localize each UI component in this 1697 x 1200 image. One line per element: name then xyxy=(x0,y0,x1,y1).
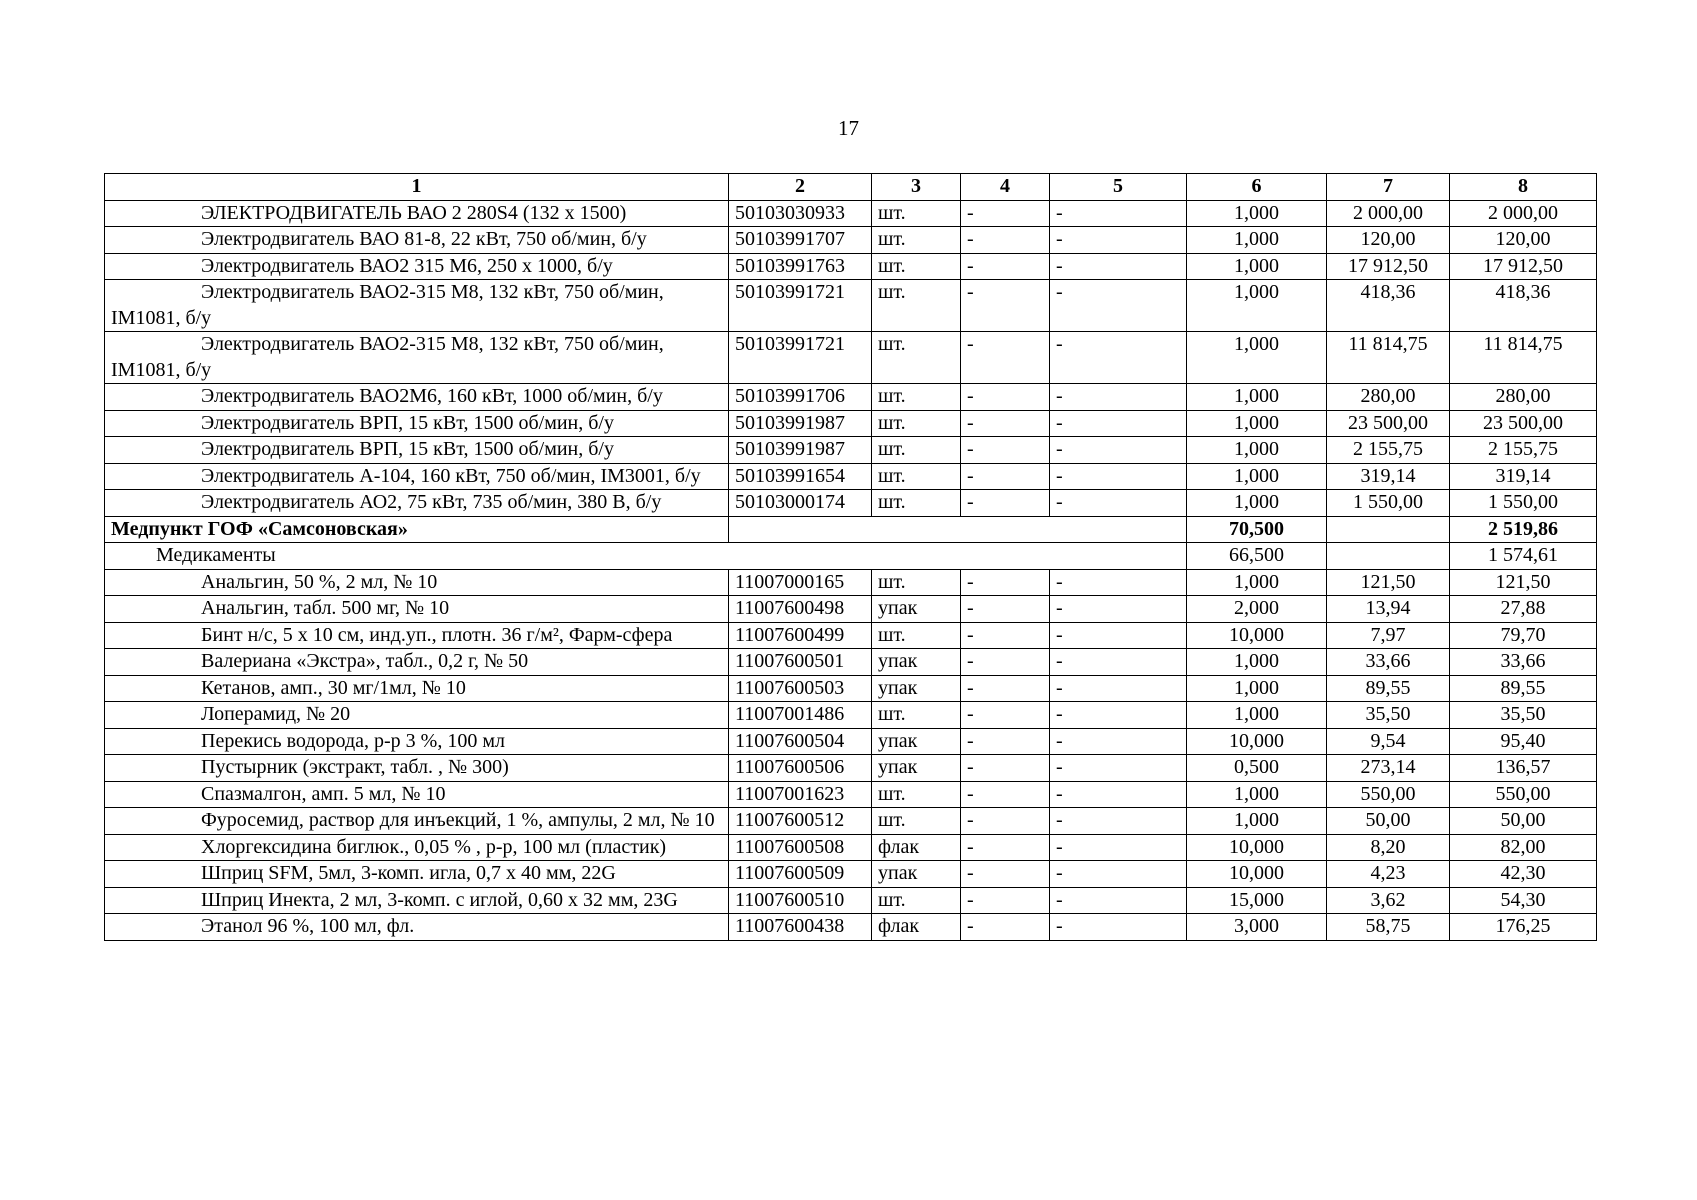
item-col5: - xyxy=(1050,728,1187,755)
item-quantity: 1,000 xyxy=(1187,437,1327,464)
item-quantity: 10,000 xyxy=(1187,728,1327,755)
item-col5: - xyxy=(1050,834,1187,861)
item-col4: - xyxy=(961,914,1050,941)
item-name: Фуросемид, раствор для инъекций, 1 %, ампулы, 2 мл, № 10 xyxy=(105,808,729,835)
item-quantity: 10,000 xyxy=(1187,622,1327,649)
item-unit: шт. xyxy=(872,781,961,808)
item-sum: 2 155,75 xyxy=(1450,437,1597,464)
item-price: 7,97 xyxy=(1327,622,1450,649)
table-row xyxy=(105,781,1597,808)
item-name: Электродвигатель ВАО2-315 М8, 132 кВт, 750 об/мин, IM1081, б/у xyxy=(105,280,729,332)
item-unit: шт. xyxy=(872,463,961,490)
item-unit: упак xyxy=(872,649,961,676)
item-unit: шт. xyxy=(872,253,961,280)
table-row xyxy=(105,490,1597,517)
item-unit: шт. xyxy=(872,887,961,914)
item-code: 11007000165 xyxy=(729,569,872,596)
item-col5: - xyxy=(1050,675,1187,702)
item-code: 50103991654 xyxy=(729,463,872,490)
item-quantity: 1,000 xyxy=(1187,227,1327,254)
item-sum: 50,00 xyxy=(1450,808,1597,835)
item-sum: 280,00 xyxy=(1450,384,1597,411)
item-quantity: 1,000 xyxy=(1187,253,1327,280)
section-row xyxy=(105,516,1597,543)
item-col5: - xyxy=(1050,463,1187,490)
item-price: 11 814,75 xyxy=(1327,332,1450,384)
table-row xyxy=(105,675,1597,702)
item-sum: 418,36 xyxy=(1450,280,1597,332)
item-code: 50103000174 xyxy=(729,490,872,517)
column-header: 8 xyxy=(1450,174,1597,201)
item-code: 11007600508 xyxy=(729,834,872,861)
table-row xyxy=(105,649,1597,676)
item-name: Спазмалгон, амп. 5 мл, № 10 xyxy=(105,781,729,808)
item-code: 11007600504 xyxy=(729,728,872,755)
item-price: 120,00 xyxy=(1327,227,1450,254)
item-price: 50,00 xyxy=(1327,808,1450,835)
item-price: 319,14 xyxy=(1327,463,1450,490)
item-code: 11007600499 xyxy=(729,622,872,649)
table-row xyxy=(105,410,1597,437)
item-unit: шт. xyxy=(872,332,961,384)
item-name: Анальгин, 50 %, 2 мл, № 10 xyxy=(105,569,729,596)
item-price: 273,14 xyxy=(1327,755,1450,782)
item-sum: 17 912,50 xyxy=(1450,253,1597,280)
item-quantity: 1,000 xyxy=(1187,808,1327,835)
item-col4: - xyxy=(961,675,1050,702)
item-col5: - xyxy=(1050,755,1187,782)
item-sum: 35,50 xyxy=(1450,702,1597,729)
item-code: 11007600498 xyxy=(729,596,872,623)
item-col4: - xyxy=(961,227,1050,254)
item-name: Анальгин, табл. 500 мг, № 10 xyxy=(105,596,729,623)
item-name: Перекись водорода, р-р 3 %, 100 мл xyxy=(105,728,729,755)
item-price: 89,55 xyxy=(1327,675,1450,702)
item-col5: - xyxy=(1050,622,1187,649)
item-unit: шт. xyxy=(872,410,961,437)
item-name: Шприц Инекта, 2 мл, 3-комп. с иглой, 0,60 х 32 мм, 23G xyxy=(105,887,729,914)
item-quantity: 15,000 xyxy=(1187,887,1327,914)
item-quantity: 10,000 xyxy=(1187,834,1327,861)
item-col5: - xyxy=(1050,808,1187,835)
item-col5: - xyxy=(1050,781,1187,808)
item-code: 50103991707 xyxy=(729,227,872,254)
item-name: ЭЛЕКТРОДВИГАТЕЛЬ ВАО 2 280S4 (132 х 1500) xyxy=(105,200,729,227)
item-col4: - xyxy=(961,861,1050,888)
item-unit: упак xyxy=(872,596,961,623)
item-col4: - xyxy=(961,702,1050,729)
item-quantity: 1,000 xyxy=(1187,410,1327,437)
item-unit: шт. xyxy=(872,227,961,254)
table-row xyxy=(105,861,1597,888)
item-quantity: 2,000 xyxy=(1187,596,1327,623)
item-col4: - xyxy=(961,384,1050,411)
item-col4: - xyxy=(961,834,1050,861)
item-quantity: 1,000 xyxy=(1187,463,1327,490)
item-col4: - xyxy=(961,728,1050,755)
item-col4: - xyxy=(961,332,1050,384)
item-sum: 27,88 xyxy=(1450,596,1597,623)
table-row xyxy=(105,596,1597,623)
table-row xyxy=(105,384,1597,411)
item-unit: шт. xyxy=(872,490,961,517)
item-col5: - xyxy=(1050,569,1187,596)
item-unit: шт. xyxy=(872,808,961,835)
item-price: 2 000,00 xyxy=(1327,200,1450,227)
table-row xyxy=(105,227,1597,254)
item-col5: - xyxy=(1050,280,1187,332)
item-price: 418,36 xyxy=(1327,280,1450,332)
item-col5: - xyxy=(1050,200,1187,227)
item-sum: 54,30 xyxy=(1450,887,1597,914)
item-code: 11007600510 xyxy=(729,887,872,914)
item-code: 50103991987 xyxy=(729,437,872,464)
column-header: 6 xyxy=(1187,174,1327,201)
item-sum: 42,30 xyxy=(1450,861,1597,888)
item-col5: - xyxy=(1050,914,1187,941)
item-sum: 550,00 xyxy=(1450,781,1597,808)
item-price: 8,20 xyxy=(1327,834,1450,861)
item-col4: - xyxy=(961,200,1050,227)
item-unit: упак xyxy=(872,755,961,782)
item-quantity: 0,500 xyxy=(1187,755,1327,782)
item-sum: 23 500,00 xyxy=(1450,410,1597,437)
item-sum: 33,66 xyxy=(1450,649,1597,676)
item-quantity: 3,000 xyxy=(1187,914,1327,941)
item-col5: - xyxy=(1050,649,1187,676)
subsection-empty-price xyxy=(1327,543,1450,570)
item-col4: - xyxy=(961,253,1050,280)
item-col4: - xyxy=(961,437,1050,464)
item-name: Электродвигатель А-104, 160 кВт, 750 об/мин, IM3001, б/у xyxy=(105,463,729,490)
item-quantity: 1,000 xyxy=(1187,569,1327,596)
item-code: 11007600503 xyxy=(729,675,872,702)
section-empty-price xyxy=(1327,516,1450,543)
item-name: Электродвигатель АО2, 75 кВт, 735 об/мин, 380 В, б/у xyxy=(105,490,729,517)
section-qty: 70,500 xyxy=(1187,516,1327,543)
item-col4: - xyxy=(961,755,1050,782)
item-col5: - xyxy=(1050,861,1187,888)
item-col4: - xyxy=(961,569,1050,596)
table-row xyxy=(105,622,1597,649)
item-price: 13,94 xyxy=(1327,596,1450,623)
item-sum: 121,50 xyxy=(1450,569,1597,596)
item-col5: - xyxy=(1050,227,1187,254)
item-name: Шприц SFM, 5мл, 3-комп. игла, 0,7 х 40 мм, 22G xyxy=(105,861,729,888)
table-row xyxy=(105,569,1597,596)
item-quantity: 10,000 xyxy=(1187,861,1327,888)
item-sum: 11 814,75 xyxy=(1450,332,1597,384)
item-col4: - xyxy=(961,622,1050,649)
section-rows xyxy=(105,516,1597,569)
item-col4: - xyxy=(961,649,1050,676)
item-name: Кетанов, амп., 30 мг/1мл, № 10 xyxy=(105,675,729,702)
table-row xyxy=(105,200,1597,227)
item-name: Электродвигатель ВАО2М6, 160 кВт, 1000 об/мин, б/у xyxy=(105,384,729,411)
item-unit: упак xyxy=(872,861,961,888)
table-row xyxy=(105,437,1597,464)
item-name: Хлоргексидина биглюк., 0,05 % , р-р, 100 мл (пластик) xyxy=(105,834,729,861)
item-code: 50103030933 xyxy=(729,200,872,227)
item-code: 11007600501 xyxy=(729,649,872,676)
item-price: 550,00 xyxy=(1327,781,1450,808)
item-price: 23 500,00 xyxy=(1327,410,1450,437)
table-row xyxy=(105,755,1597,782)
item-sum: 2 000,00 xyxy=(1450,200,1597,227)
item-col4: - xyxy=(961,463,1050,490)
item-col5: - xyxy=(1050,702,1187,729)
item-price: 9,54 xyxy=(1327,728,1450,755)
item-quantity: 1,000 xyxy=(1187,280,1327,332)
item-sum: 79,70 xyxy=(1450,622,1597,649)
item-col4: - xyxy=(961,887,1050,914)
item-code: 11007600512 xyxy=(729,808,872,835)
item-price: 3,62 xyxy=(1327,887,1450,914)
item-price: 121,50 xyxy=(1327,569,1450,596)
section-sum: 2 519,86 xyxy=(1450,516,1597,543)
item-name: Электродвигатель ВРП, 15 кВт, 1500 об/мин, б/у xyxy=(105,437,729,464)
item-sum: 82,00 xyxy=(1450,834,1597,861)
item-code: 50103991721 xyxy=(729,280,872,332)
column-header: 1 xyxy=(105,174,729,201)
item-unit: шт. xyxy=(872,622,961,649)
item-sum: 89,55 xyxy=(1450,675,1597,702)
item-code: 50103991987 xyxy=(729,410,872,437)
item-unit: флак xyxy=(872,834,961,861)
item-unit: шт. xyxy=(872,200,961,227)
item-col5: - xyxy=(1050,887,1187,914)
motor-rows xyxy=(105,200,1597,516)
item-quantity: 1,000 xyxy=(1187,200,1327,227)
medication-rows xyxy=(105,569,1597,940)
item-code: 50103991721 xyxy=(729,332,872,384)
item-quantity: 1,000 xyxy=(1187,490,1327,517)
table-row xyxy=(105,728,1597,755)
item-unit: упак xyxy=(872,728,961,755)
item-col4: - xyxy=(961,808,1050,835)
item-price: 33,66 xyxy=(1327,649,1450,676)
item-name: Электродвигатель ВАО2 315 М6, 250 х 1000, б/у xyxy=(105,253,729,280)
item-unit: шт. xyxy=(872,569,961,596)
item-quantity: 1,000 xyxy=(1187,332,1327,384)
item-sum: 136,57 xyxy=(1450,755,1597,782)
table-row xyxy=(105,808,1597,835)
item-quantity: 1,000 xyxy=(1187,384,1327,411)
section-empty-cell xyxy=(729,516,1187,543)
item-name: Бинт н/с, 5 х 10 см, инд.уп., плотн. 36 г/м², Фарм-сфера xyxy=(105,622,729,649)
item-sum: 95,40 xyxy=(1450,728,1597,755)
item-sum: 120,00 xyxy=(1450,227,1597,254)
item-col5: - xyxy=(1050,253,1187,280)
item-col5: - xyxy=(1050,596,1187,623)
item-col5: - xyxy=(1050,490,1187,517)
item-code: 11007600438 xyxy=(729,914,872,941)
item-sum: 319,14 xyxy=(1450,463,1597,490)
item-code: 11007001486 xyxy=(729,702,872,729)
item-unit: шт. xyxy=(872,384,961,411)
item-unit: шт. xyxy=(872,702,961,729)
table-row xyxy=(105,332,1597,384)
item-col4: - xyxy=(961,280,1050,332)
item-col5: - xyxy=(1050,332,1187,384)
section-name: Медпункт ГОФ «Самсоновская» xyxy=(105,516,729,543)
subsection-qty: 66,500 xyxy=(1187,543,1327,570)
item-code: 11007001623 xyxy=(729,781,872,808)
item-quantity: 1,000 xyxy=(1187,675,1327,702)
item-price: 2 155,75 xyxy=(1327,437,1450,464)
column-header: 4 xyxy=(961,174,1050,201)
item-name: Электродвигатель ВАО2-315 М8, 132 кВт, 750 об/мин, IM1081, б/у xyxy=(105,332,729,384)
item-name: Лоперамид, № 20 xyxy=(105,702,729,729)
column-number-header-row xyxy=(105,174,1597,201)
item-code: 11007600509 xyxy=(729,861,872,888)
item-name: Электродвигатель ВАО 81-8, 22 кВт, 750 об/мин, б/у xyxy=(105,227,729,254)
item-unit: шт. xyxy=(872,437,961,464)
table-row xyxy=(105,887,1597,914)
item-name: Этанол 96 %, 100 мл, фл. xyxy=(105,914,729,941)
item-code: 50103991706 xyxy=(729,384,872,411)
item-name: Пустырник (экстракт, табл. , № 300) xyxy=(105,755,729,782)
item-col4: - xyxy=(961,490,1050,517)
item-quantity: 1,000 xyxy=(1187,781,1327,808)
item-col4: - xyxy=(961,596,1050,623)
item-price: 4,23 xyxy=(1327,861,1450,888)
item-col4: - xyxy=(961,410,1050,437)
subsection-sum: 1 574,61 xyxy=(1450,543,1597,570)
subsection-name: Медикаменты xyxy=(105,543,1187,570)
item-name: Валериана «Экстра», табл., 0,2 г, № 50 xyxy=(105,649,729,676)
column-header: 5 xyxy=(1050,174,1187,201)
item-price: 58,75 xyxy=(1327,914,1450,941)
item-sum: 1 550,00 xyxy=(1450,490,1597,517)
inventory-table xyxy=(104,173,1597,941)
table-row xyxy=(105,280,1597,332)
item-col5: - xyxy=(1050,410,1187,437)
item-col5: - xyxy=(1050,384,1187,411)
item-col4: - xyxy=(961,781,1050,808)
table-row xyxy=(105,253,1597,280)
item-quantity: 1,000 xyxy=(1187,702,1327,729)
item-unit: упак xyxy=(872,675,961,702)
item-sum: 176,25 xyxy=(1450,914,1597,941)
item-code: 50103991763 xyxy=(729,253,872,280)
page-number: 17 xyxy=(838,116,859,140)
item-unit: шт. xyxy=(872,280,961,332)
table-row xyxy=(105,834,1597,861)
item-name: Электродвигатель ВРП, 15 кВт, 1500 об/мин, б/у xyxy=(105,410,729,437)
column-header: 2 xyxy=(729,174,872,201)
item-price: 35,50 xyxy=(1327,702,1450,729)
item-price: 17 912,50 xyxy=(1327,253,1450,280)
item-quantity: 1,000 xyxy=(1187,649,1327,676)
table-row xyxy=(105,914,1597,941)
item-price: 280,00 xyxy=(1327,384,1450,411)
item-price: 1 550,00 xyxy=(1327,490,1450,517)
column-header: 7 xyxy=(1327,174,1450,201)
item-unit: флак xyxy=(872,914,961,941)
table-row xyxy=(105,702,1597,729)
item-code: 11007600506 xyxy=(729,755,872,782)
subsection-row xyxy=(105,543,1597,570)
item-col5: - xyxy=(1050,437,1187,464)
table-row xyxy=(105,463,1597,490)
column-header: 3 xyxy=(872,174,961,201)
